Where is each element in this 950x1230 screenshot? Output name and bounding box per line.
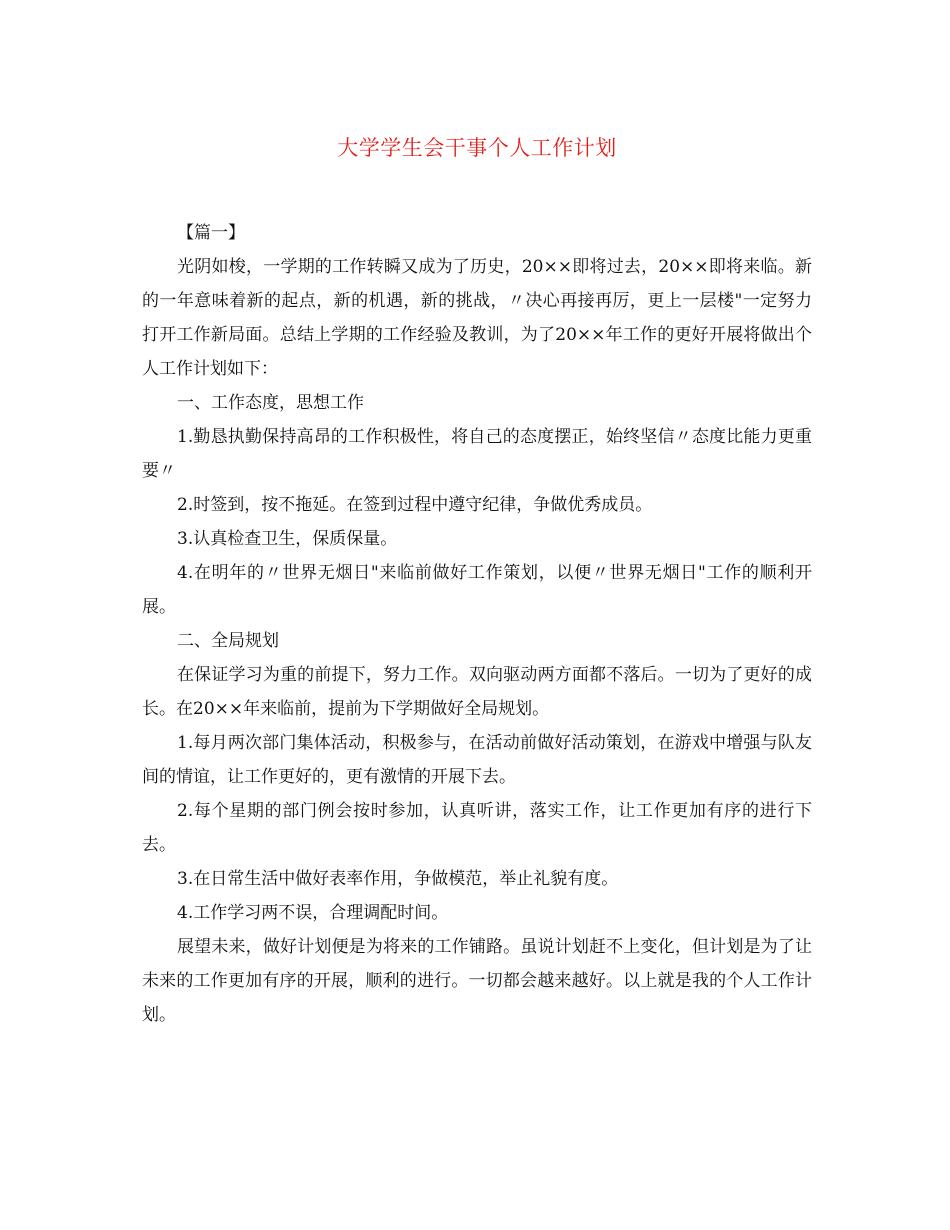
section-subheading: 一、工作态度，思想工作: [177, 393, 364, 413]
document-body: [142, 216, 812, 1032]
list-item: 2.时签到，按不拖延。在签到过程中遵守纪律，争做优秀成员。: [177, 495, 653, 515]
list-item: 4.工作学习两不误，合理调配时间。: [177, 903, 449, 923]
paragraph: 展望未来，做好计划便是为将来的工作铺路。虽说计划赶不上变化，但计划是为了让未来的工作更加有序的开展，顺利的进行。一切都会越来越好。以上就是我的个人工作计划。: [142, 937, 812, 1025]
paragraph: 在保证学习为重的前提下，努力工作。双向驱动两方面都不落后。一切为了更好的成长。在20××年来临前，提前为下学期做好全局规划。: [142, 665, 812, 719]
list-item: 3.在日常生活中做好表率作用，争做模范，举止礼貌有度。: [177, 869, 619, 889]
list-item: 4.在明年的〃世界无烟日"来临前做好工作策划，以便〃世界无烟日"工作的顺利开展。: [142, 563, 812, 617]
list-item: 3.认真检查卫生，保质保量。: [177, 529, 398, 549]
list-item: 1.每月两次部门集体活动，积极参与，在活动前做好活动策划，在游戏中增强与队友间的情谊，让工作更好的，更有激情的开展下去。: [142, 733, 812, 787]
paragraph: 光阴如梭，一学期的工作转瞬又成为了历史，20××即将过去，20××即将来临。新的一年意味着新的起点，新的机遇，新的挑战，〃决心再接再厉，更上一层楼"一定努力打开工作新局面。总结上学期的工作经验及教训，为了20××年工作的更好开展将做出个人工作计划如下：: [142, 257, 812, 379]
section-heading: 【篇一】: [177, 223, 245, 243]
section-subheading: 二、全局规划: [177, 631, 279, 651]
list-item: 1.勤恳执勤保持高昂的工作积极性，将自己的态度摆正，始终坚信〃态度比能力更重要〃: [142, 427, 812, 481]
document-title: 大学学生会干事个人工作计划: [337, 136, 617, 160]
list-item: 2.每个星期的部门例会按时参加，认真听讲，落实工作，让工作更加有序的进行下去。: [142, 801, 812, 855]
